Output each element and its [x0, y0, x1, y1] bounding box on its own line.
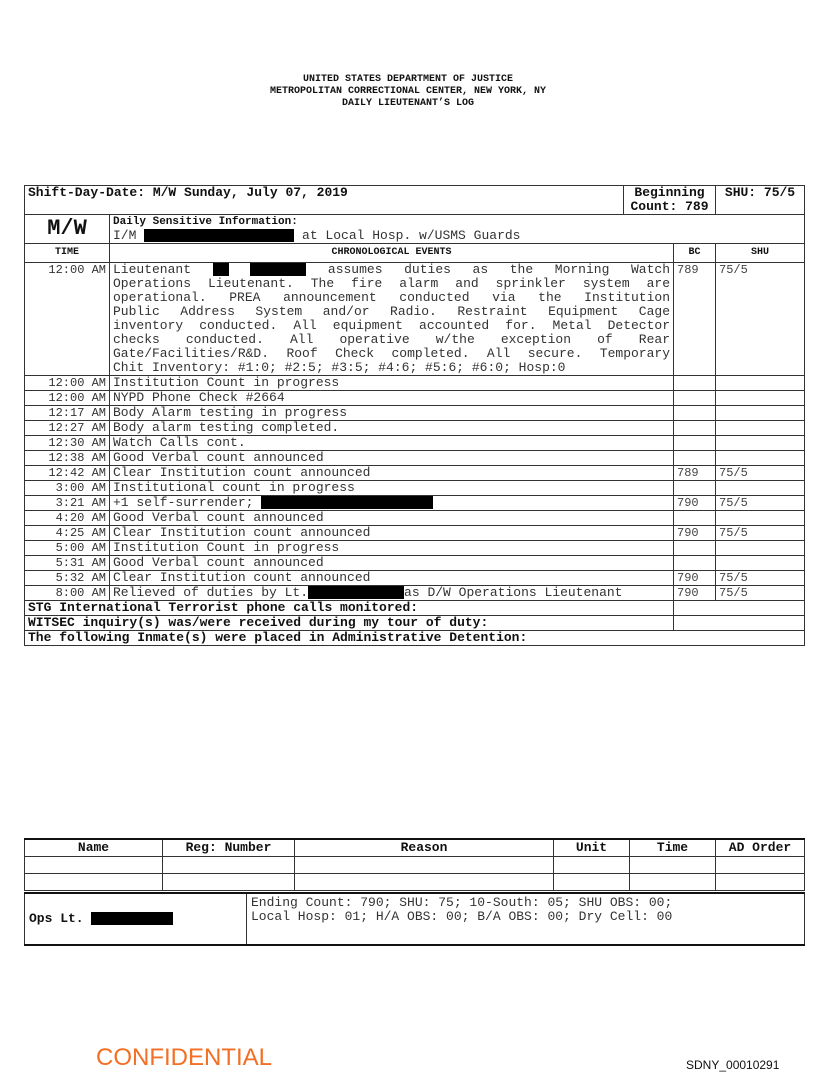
- entry-shu: [716, 436, 805, 451]
- entry-time: 12:30 AM: [25, 436, 110, 451]
- entry-time: 12:42 AM: [25, 466, 110, 481]
- entry-shu: [716, 511, 805, 526]
- entry-event: Clear Institution count announced: [110, 571, 674, 586]
- log-entry-row: [25, 263, 805, 376]
- col-bc: BC: [674, 244, 716, 263]
- entry-event: Clear Institution count announced: [110, 466, 674, 481]
- entry-line: Public Address System and/or Radio. Restraint Equipment Cage: [113, 304, 670, 319]
- shift-day-date: Shift-Day-Date: M/W Sunday, July 07, 2019: [25, 186, 624, 215]
- entry-shu: 75/5: [716, 586, 805, 601]
- ad-col-time: Time: [630, 839, 716, 857]
- entry-line: inventory conducted. All equipment accounted for. Metal Detector: [113, 318, 670, 333]
- redaction-box: [144, 229, 294, 242]
- entry-shu: 75/5: [716, 496, 805, 511]
- redaction-box: [308, 586, 404, 599]
- log-entry-row: [25, 556, 805, 571]
- ending-count-line: Ending Count: 790; SHU: 75; 10-South: 05; SHU OBS: 00;: [251, 895, 673, 910]
- entry-bc: 790: [674, 496, 716, 511]
- entry-shu: [716, 421, 805, 436]
- log-entry-row: [25, 451, 805, 466]
- entry-bc: [674, 556, 716, 571]
- header-agency: UNITED STATES DEPARTMENT OF JUSTICE: [302, 74, 514, 85]
- entry-time: 8:00 AM: [25, 586, 110, 601]
- entry-shu: 75/5: [716, 263, 805, 376]
- entry-bc: [674, 541, 716, 556]
- ending-count: [247, 893, 805, 945]
- redaction-box: [213, 263, 229, 276]
- entry-event: Institution Count in progress: [110, 376, 674, 391]
- note-witsec: WITSEC inquiry(s) was/were received during my tour of duty:: [25, 616, 674, 631]
- ad-col-reason: Reason: [295, 839, 554, 857]
- entry-event: Institutional count in progress: [110, 481, 674, 496]
- ad-header-row: [25, 839, 805, 857]
- sensitive-info-row: [25, 215, 805, 244]
- entry-event-suffix: as D/W Operations Lieutenant: [404, 585, 623, 600]
- entry-bc: 790: [674, 571, 716, 586]
- entry-bc: [674, 511, 716, 526]
- log-entry-row: [25, 391, 805, 406]
- entry-time: 5:31 AM: [25, 556, 110, 571]
- col-shu: SHU: [716, 244, 805, 263]
- log-entry-row: [25, 511, 805, 526]
- entry-line: Operations Lieutenant. The fire alarm and sprinkler system are: [113, 276, 670, 291]
- entry-bc: [674, 376, 716, 391]
- ad-empty-row: [25, 874, 805, 891]
- redaction-box: [250, 263, 306, 276]
- entry-line: operational. PREA announcement conducted via the Institution: [113, 290, 670, 305]
- entry-lead: Lieutenant: [113, 262, 192, 277]
- entry-time: 12:38 AM: [25, 451, 110, 466]
- entry-time: 5:32 AM: [25, 571, 110, 586]
- entry-shu: [716, 541, 805, 556]
- bates-number: SDNY_00010291: [686, 1058, 780, 1072]
- log-entry-row: [25, 466, 805, 481]
- col-time: TIME: [25, 244, 110, 263]
- redaction-box: [91, 912, 173, 925]
- log-entry-row: [25, 541, 805, 556]
- beginning-count: Beginning Count: 789: [624, 186, 716, 215]
- entry-event: [110, 263, 674, 376]
- entry-event: [110, 496, 674, 511]
- sensitive-suffix: at Local Hosp. w/USMS Guards: [302, 228, 521, 243]
- ad-empty-row: [25, 857, 805, 874]
- entry-shu: [716, 376, 805, 391]
- column-header-row: [25, 244, 805, 263]
- entry-event: Clear Institution count announced: [110, 526, 674, 541]
- entry-time: 12:00 AM: [25, 376, 110, 391]
- entry-time: 12:27 AM: [25, 421, 110, 436]
- shift-info-row: [25, 186, 805, 215]
- log-entry-row: [25, 586, 805, 601]
- redaction-box: [261, 496, 433, 509]
- sensitive-prefix: I/M: [113, 228, 137, 243]
- entry-bc: [674, 481, 716, 496]
- entry-event: [110, 586, 674, 601]
- footer-table: [24, 892, 805, 946]
- entry-bc: [674, 436, 716, 451]
- entry-shu: [716, 406, 805, 421]
- entry-bc: 790: [674, 586, 716, 601]
- footer-row: [25, 893, 805, 945]
- note-row: [25, 616, 805, 631]
- log-entry-row: [25, 571, 805, 586]
- log-entry-row: [25, 406, 805, 421]
- sensitive-info: [110, 215, 805, 244]
- admin-detention-table: [24, 838, 805, 891]
- entry-bc: 789: [674, 466, 716, 481]
- log-entry-row: [25, 526, 805, 541]
- entry-bc: [674, 421, 716, 436]
- entry-lead-rest: assumes duties as the Morning Watch: [327, 262, 670, 277]
- entry-time: 12:17 AM: [25, 406, 110, 421]
- entry-bc: 790: [674, 526, 716, 541]
- ad-col-unit: Unit: [554, 839, 630, 857]
- log-entry-row: [25, 496, 805, 511]
- lieutenant-log-table: [24, 185, 805, 646]
- entry-event: Good Verbal count announced: [110, 556, 674, 571]
- document-header: [0, 74, 816, 110]
- sensitive-info-label: Daily Sensitive Information:: [113, 216, 298, 228]
- entry-event: Good Verbal count announced: [110, 511, 674, 526]
- entry-time: 3:00 AM: [25, 481, 110, 496]
- entry-shu: [716, 391, 805, 406]
- note-row: [25, 631, 805, 646]
- entry-event: NYPD Phone Check #2664: [110, 391, 674, 406]
- entry-event: Good Verbal count announced: [110, 451, 674, 466]
- log-entry-row: [25, 421, 805, 436]
- ending-count-line: Local Hosp: 01; H/A OBS: 00; B/A OBS: 00; Dry Cell: 00: [251, 909, 673, 924]
- header-log-title: DAILY LIEUTENANT’S LOG: [341, 98, 475, 109]
- entry-bc: 789: [674, 263, 716, 376]
- entry-event-text: +1 self-surrender;: [113, 495, 254, 510]
- entry-shu: 75/5: [716, 526, 805, 541]
- entry-event: Institution Count in progress: [110, 541, 674, 556]
- entry-time: 4:25 AM: [25, 526, 110, 541]
- entry-bc: [674, 451, 716, 466]
- entry-shu: [716, 556, 805, 571]
- entry-event-text: Relieved of duties by Lt.: [113, 585, 309, 600]
- col-events: CHRONOLOGICAL EVENTS: [110, 244, 674, 263]
- ops-lt-label: Ops Lt.: [29, 911, 84, 926]
- entry-shu: [716, 481, 805, 496]
- log-entry-row: [25, 376, 805, 391]
- entry-time: 4:20 AM: [25, 511, 110, 526]
- ad-col-order: AD Order: [716, 839, 805, 857]
- entry-time: 12:00 AM: [25, 263, 110, 376]
- entry-shu: [716, 451, 805, 466]
- entry-line: checks conducted. All operative w/the exception of Rear: [113, 332, 670, 347]
- note-row: [25, 601, 805, 616]
- entry-first-line: [113, 263, 670, 277]
- header-facility: METROPOLITAN CORRECTIONAL CENTER, NEW YORK, NY: [269, 86, 547, 97]
- sensitive-info-text: [113, 229, 801, 243]
- entry-time: 5:00 AM: [25, 541, 110, 556]
- entry-line: Chit Inventory: #1:0; #2:5; #3:5; #4:6; #5:6; #6:0; Hosp:0: [113, 360, 566, 375]
- note-witsec-value: [674, 616, 805, 631]
- entry-event: Body Alarm testing in progress: [110, 406, 674, 421]
- entry-event: Body alarm testing completed.: [110, 421, 674, 436]
- entry-time: 12:00 AM: [25, 391, 110, 406]
- note-stg: STG International Terrorist phone calls monitored:: [25, 601, 674, 616]
- log-entry-row: [25, 481, 805, 496]
- log-entry-row: [25, 436, 805, 451]
- watch-code: M/W: [25, 215, 110, 244]
- entry-bc: [674, 391, 716, 406]
- note-stg-value: [674, 601, 805, 616]
- entry-event: Watch Calls cont.: [110, 436, 674, 451]
- ad-col-name: Name: [25, 839, 163, 857]
- entry-bc: [674, 406, 716, 421]
- ops-lt-signature: [25, 893, 247, 945]
- entry-shu: 75/5: [716, 571, 805, 586]
- ad-col-reg: Reg: Number: [163, 839, 295, 857]
- confidential-stamp: CONFIDENTIAL: [96, 1044, 273, 1071]
- shu-count: SHU: 75/5: [716, 186, 805, 215]
- entry-time: 3:21 AM: [25, 496, 110, 511]
- entry-line: Gate/Facilities/R&D. Roof Check completed. All secure. Temporary: [113, 346, 670, 361]
- note-admin-detention: The following Inmate(s) were placed in Administrative Detention:: [25, 631, 805, 646]
- entry-shu: 75/5: [716, 466, 805, 481]
